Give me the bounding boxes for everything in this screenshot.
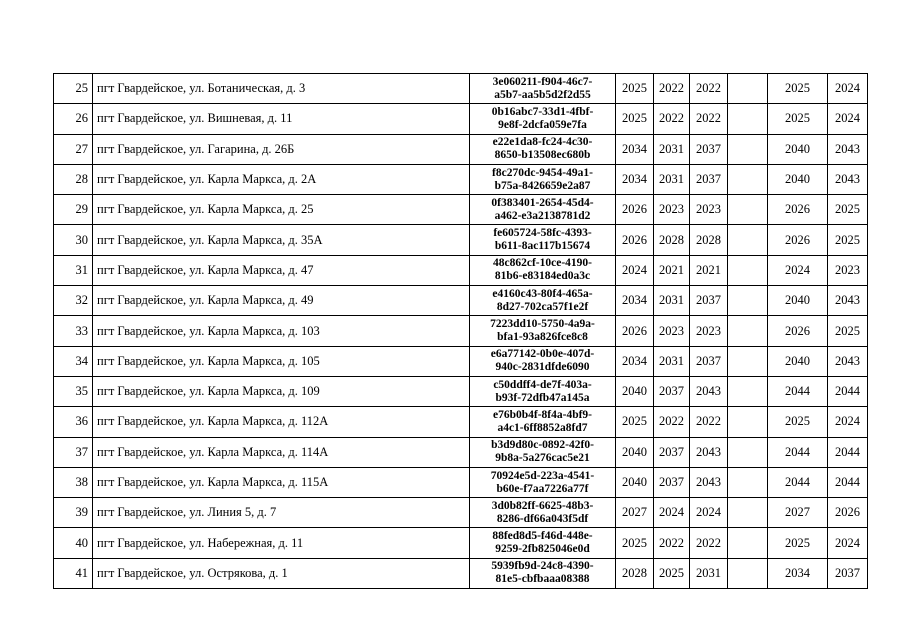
- table-row: [54, 195, 868, 225]
- year-cell-1: 2025: [616, 407, 654, 437]
- table-row: [54, 376, 868, 406]
- year-cell-4: [728, 74, 768, 104]
- year-cell-3: 2037: [690, 134, 728, 164]
- object-uuid-cell: [470, 376, 616, 406]
- year-cell-6: 2024: [828, 104, 868, 134]
- object-uuid-cell: [470, 437, 616, 467]
- year-cell-6: 2024: [828, 407, 868, 437]
- year-cell-2: 2022: [654, 74, 690, 104]
- uuid-line-1: 3e060211-f904-46c7-: [492, 75, 593, 88]
- object-uuid-cell: [470, 255, 616, 285]
- year-cell-2: 2022: [654, 528, 690, 558]
- year-cell-3: 2023: [690, 195, 728, 225]
- year-cell-2: 2031: [654, 164, 690, 194]
- year-cell-5: 2034: [768, 558, 828, 588]
- address-cell: пгт Гвардейское, ул. Острякова, д. 1: [93, 558, 470, 588]
- year-cell-5: 2024: [768, 255, 828, 285]
- year-cell-6: 2025: [828, 195, 868, 225]
- year-cell-1: 2040: [616, 376, 654, 406]
- uuid-line-1: fe605724-58fc-4393-: [493, 227, 592, 240]
- row-number: 38: [54, 467, 93, 497]
- table-row: [54, 286, 868, 316]
- table-row: [54, 134, 868, 164]
- year-cell-3: 2022: [690, 104, 728, 134]
- year-cell-2: 2031: [654, 346, 690, 376]
- year-cell-1: 2028: [616, 558, 654, 588]
- object-uuid-cell: [470, 104, 616, 134]
- year-cell-5: 2040: [768, 134, 828, 164]
- year-cell-6: 2023: [828, 255, 868, 285]
- year-cell-2: 2024: [654, 498, 690, 528]
- address-cell: пгт Гвардейское, ул. Карла Маркса, д. 112А: [93, 407, 470, 437]
- object-uuid-cell: [470, 316, 616, 346]
- address-cell: пгт Гвардейское, ул. Ботаническая, д. 3: [93, 74, 470, 104]
- uuid-line-1: e76b0b4f-8f4a-4bf9-: [492, 408, 593, 421]
- year-cell-1: 2026: [616, 195, 654, 225]
- address-cell: пгт Гвардейское, ул. Карла Маркса, д. 35А: [93, 225, 470, 255]
- address-cell: пгт Гвардейское, ул. Карла Маркса, д. 2А: [93, 164, 470, 194]
- uuid-line-2: 8286-df66a043f5df: [496, 512, 589, 525]
- year-cell-5: 2040: [768, 164, 828, 194]
- uuid-line-1: b3d9d80c-0892-42f0-: [491, 439, 594, 452]
- uuid-line-2: 9259-2fb825046e0d: [495, 543, 590, 556]
- year-cell-2: 2031: [654, 286, 690, 316]
- address-cell: пгт Гвардейское, ул. Карла Маркса, д. 109: [93, 376, 470, 406]
- uuid-line-2: 940c-2831dfde6090: [495, 361, 590, 374]
- object-uuid-cell: [470, 407, 616, 437]
- table-row: [54, 225, 868, 255]
- year-cell-6: 2043: [828, 164, 868, 194]
- uuid-line-1: e6a77142-0b0e-407d-: [490, 348, 595, 361]
- year-cell-6: 2024: [828, 74, 868, 104]
- table-row: [54, 74, 868, 104]
- year-cell-1: 2034: [616, 286, 654, 316]
- year-cell-3: 2037: [690, 164, 728, 194]
- year-cell-5: 2026: [768, 316, 828, 346]
- row-number: 27: [54, 134, 93, 164]
- row-number: 25: [54, 74, 93, 104]
- uuid-line-2: 81b6-e83184ed0a3c: [494, 270, 591, 283]
- year-cell-2: 2037: [654, 467, 690, 497]
- year-cell-4: [728, 437, 768, 467]
- address-cell: пгт Гвардейское, ул. Линия 5, д. 7: [93, 498, 470, 528]
- table-row: [54, 316, 868, 346]
- year-cell-6: 2025: [828, 225, 868, 255]
- year-cell-3: 2028: [690, 225, 728, 255]
- row-number: 33: [54, 316, 93, 346]
- object-uuid-cell: [470, 134, 616, 164]
- uuid-line-2: 9b8a-5a276cac5e21: [495, 452, 590, 465]
- uuid-line-1: 0b16abc7-33d1-4fbf-: [491, 105, 594, 118]
- object-uuid-cell: [470, 164, 616, 194]
- uuid-line-1: 0f383401-2654-45d4-: [491, 196, 594, 209]
- row-number: 37: [54, 437, 93, 467]
- year-cell-4: [728, 498, 768, 528]
- row-number: 31: [54, 255, 93, 285]
- address-cell: пгт Гвардейское, ул. Вишневая, д. 11: [93, 104, 470, 134]
- uuid-line-1: 7223dd10-5750-4a9a-: [490, 318, 595, 331]
- object-uuid-cell: [470, 74, 616, 104]
- uuid-line-2: b75a-8426659e2a87: [494, 179, 591, 192]
- table-row: [54, 255, 868, 285]
- year-cell-4: [728, 407, 768, 437]
- year-cell-2: 2028: [654, 225, 690, 255]
- year-cell-4: [728, 225, 768, 255]
- object-uuid-cell: [470, 195, 616, 225]
- year-cell-4: [728, 558, 768, 588]
- year-cell-6: 2037: [828, 558, 868, 588]
- row-number: 28: [54, 164, 93, 194]
- year-cell-6: 2044: [828, 437, 868, 467]
- uuid-line-2: a4c1-6ff8852a8fd7: [497, 421, 588, 434]
- address-cell: пгт Гвардейское, ул. Карла Маркса, д. 47: [93, 255, 470, 285]
- year-cell-5: 2044: [768, 467, 828, 497]
- object-uuid-cell: [470, 286, 616, 316]
- uuid-line-1: 3d0b82ff-6625-48b3-: [491, 499, 594, 512]
- year-cell-2: 2037: [654, 437, 690, 467]
- uuid-line-2: b93f-72dfb47a145a: [495, 391, 590, 404]
- uuid-line-2: bfa1-93a826fce8c8: [497, 331, 588, 344]
- year-cell-1: 2026: [616, 225, 654, 255]
- year-cell-2: 2031: [654, 134, 690, 164]
- uuid-line-1: f8c270dc-9454-49a1-: [492, 166, 593, 179]
- uuid-line-2: a5b7-aa5b5d2f2d55: [494, 88, 591, 101]
- object-uuid-cell: [470, 528, 616, 558]
- uuid-line-2: a462-e3a2138781d2: [494, 209, 591, 222]
- table-row: [54, 467, 868, 497]
- row-number: 29: [54, 195, 93, 225]
- year-cell-1: 2034: [616, 346, 654, 376]
- year-cell-3: 2037: [690, 286, 728, 316]
- uuid-line-1: c50ddff4-de7f-403a-: [493, 378, 592, 391]
- year-cell-6: 2025: [828, 316, 868, 346]
- year-cell-5: 2025: [768, 528, 828, 558]
- row-number: 36: [54, 407, 93, 437]
- year-cell-6: 2043: [828, 134, 868, 164]
- year-cell-3: 2043: [690, 467, 728, 497]
- year-cell-5: 2026: [768, 195, 828, 225]
- table-row: [54, 407, 868, 437]
- uuid-line-2: b611-8ac117b15674: [494, 240, 591, 253]
- year-cell-2: 2022: [654, 104, 690, 134]
- year-cell-3: 2037: [690, 346, 728, 376]
- year-cell-4: [728, 528, 768, 558]
- row-number: 40: [54, 528, 93, 558]
- year-cell-1: 2026: [616, 316, 654, 346]
- year-cell-5: 2025: [768, 74, 828, 104]
- table-row: [54, 346, 868, 376]
- year-cell-4: [728, 195, 768, 225]
- year-cell-5: 2026: [768, 225, 828, 255]
- year-cell-4: [728, 104, 768, 134]
- year-cell-1: 2034: [616, 134, 654, 164]
- year-cell-1: 2040: [616, 437, 654, 467]
- year-cell-2: 2037: [654, 376, 690, 406]
- year-cell-4: [728, 467, 768, 497]
- year-cell-3: 2043: [690, 376, 728, 406]
- year-cell-3: 2031: [690, 558, 728, 588]
- year-cell-4: [728, 346, 768, 376]
- uuid-line-1: 88fed8d5-f46d-448e-: [492, 530, 593, 543]
- year-cell-5: 2025: [768, 407, 828, 437]
- address-cell: пгт Гвардейское, ул. Карла Маркса, д. 105: [93, 346, 470, 376]
- year-cell-3: 2022: [690, 407, 728, 437]
- table-row: [54, 528, 868, 558]
- object-uuid-cell: [470, 498, 616, 528]
- year-cell-2: 2021: [654, 255, 690, 285]
- year-cell-2: 2023: [654, 316, 690, 346]
- year-cell-6: 2044: [828, 376, 868, 406]
- table-body: [54, 74, 868, 589]
- year-cell-6: 2044: [828, 467, 868, 497]
- year-cell-2: 2022: [654, 407, 690, 437]
- row-number: 34: [54, 346, 93, 376]
- uuid-line-2: 8d27-702ca57f1e2f: [496, 300, 589, 313]
- uuid-line-1: 48c862cf-10ce-4190-: [493, 257, 592, 270]
- year-cell-6: 2043: [828, 286, 868, 316]
- uuid-line-1: e4160c43-80f4-465a-: [492, 287, 593, 300]
- year-cell-3: 2022: [690, 528, 728, 558]
- year-cell-2: 2025: [654, 558, 690, 588]
- year-cell-5: 2027: [768, 498, 828, 528]
- uuid-line-2: b60e-f7aa7226a77f: [496, 482, 589, 495]
- uuid-line-1: 70924e5d-223a-4541-: [490, 469, 595, 482]
- year-cell-2: 2023: [654, 195, 690, 225]
- year-cell-4: [728, 286, 768, 316]
- year-cell-5: 2040: [768, 286, 828, 316]
- table-row: [54, 164, 868, 194]
- year-cell-1: 2025: [616, 528, 654, 558]
- address-cell: пгт Гвардейское, ул. Карла Маркса, д. 49: [93, 286, 470, 316]
- year-cell-5: 2025: [768, 104, 828, 134]
- year-cell-6: 2043: [828, 346, 868, 376]
- object-uuid-cell: [470, 346, 616, 376]
- year-cell-3: 2023: [690, 316, 728, 346]
- year-cell-1: 2024: [616, 255, 654, 285]
- uuid-line-2: 81e5-cbfbaaa08388: [495, 573, 590, 586]
- year-cell-3: 2024: [690, 498, 728, 528]
- uuid-line-1: 5939fb9d-24c8-4390-: [491, 560, 594, 573]
- address-cell: пгт Гвардейское, ул. Гагарина, д. 26Б: [93, 134, 470, 164]
- table-row: [54, 437, 868, 467]
- year-cell-1: 2034: [616, 164, 654, 194]
- address-cell: пгт Гвардейское, ул. Карла Маркса, д. 25: [93, 195, 470, 225]
- year-cell-1: 2025: [616, 104, 654, 134]
- table-row: [54, 498, 868, 528]
- year-cell-6: 2026: [828, 498, 868, 528]
- row-number: 41: [54, 558, 93, 588]
- year-cell-5: 2040: [768, 346, 828, 376]
- uuid-line-2: 9e8f-2dcfa059e7fa: [498, 118, 587, 131]
- address-cell: пгт Гвардейское, ул. Карла Маркса, д. 114А: [93, 437, 470, 467]
- year-cell-3: 2022: [690, 74, 728, 104]
- year-cell-6: 2024: [828, 528, 868, 558]
- row-number: 26: [54, 104, 93, 134]
- table-row: [54, 558, 868, 588]
- address-cell: пгт Гвардейское, ул. Карла Маркса, д. 103: [93, 316, 470, 346]
- year-cell-5: 2044: [768, 437, 828, 467]
- object-uuid-cell: [470, 467, 616, 497]
- row-number: 30: [54, 225, 93, 255]
- uuid-line-1: e22e1da8-fc24-4c30-: [492, 136, 593, 149]
- uuid-line-2: 8650-b13508ec680b: [494, 149, 591, 162]
- object-uuid-cell: [470, 225, 616, 255]
- year-cell-4: [728, 255, 768, 285]
- year-cell-5: 2044: [768, 376, 828, 406]
- year-cell-4: [728, 376, 768, 406]
- year-cell-4: [728, 134, 768, 164]
- year-cell-1: 2025: [616, 74, 654, 104]
- object-uuid-cell: [470, 558, 616, 588]
- housing-registry-table: [53, 73, 868, 589]
- row-number: 32: [54, 286, 93, 316]
- row-number: 39: [54, 498, 93, 528]
- year-cell-4: [728, 316, 768, 346]
- address-cell: пгт Гвардейское, ул. Набережная, д. 11: [93, 528, 470, 558]
- address-cell: пгт Гвардейское, ул. Карла Маркса, д. 115А: [93, 467, 470, 497]
- table-row: [54, 104, 868, 134]
- year-cell-4: [728, 164, 768, 194]
- year-cell-3: 2021: [690, 255, 728, 285]
- year-cell-1: 2040: [616, 467, 654, 497]
- year-cell-1: 2027: [616, 498, 654, 528]
- year-cell-3: 2043: [690, 437, 728, 467]
- row-number: 35: [54, 376, 93, 406]
